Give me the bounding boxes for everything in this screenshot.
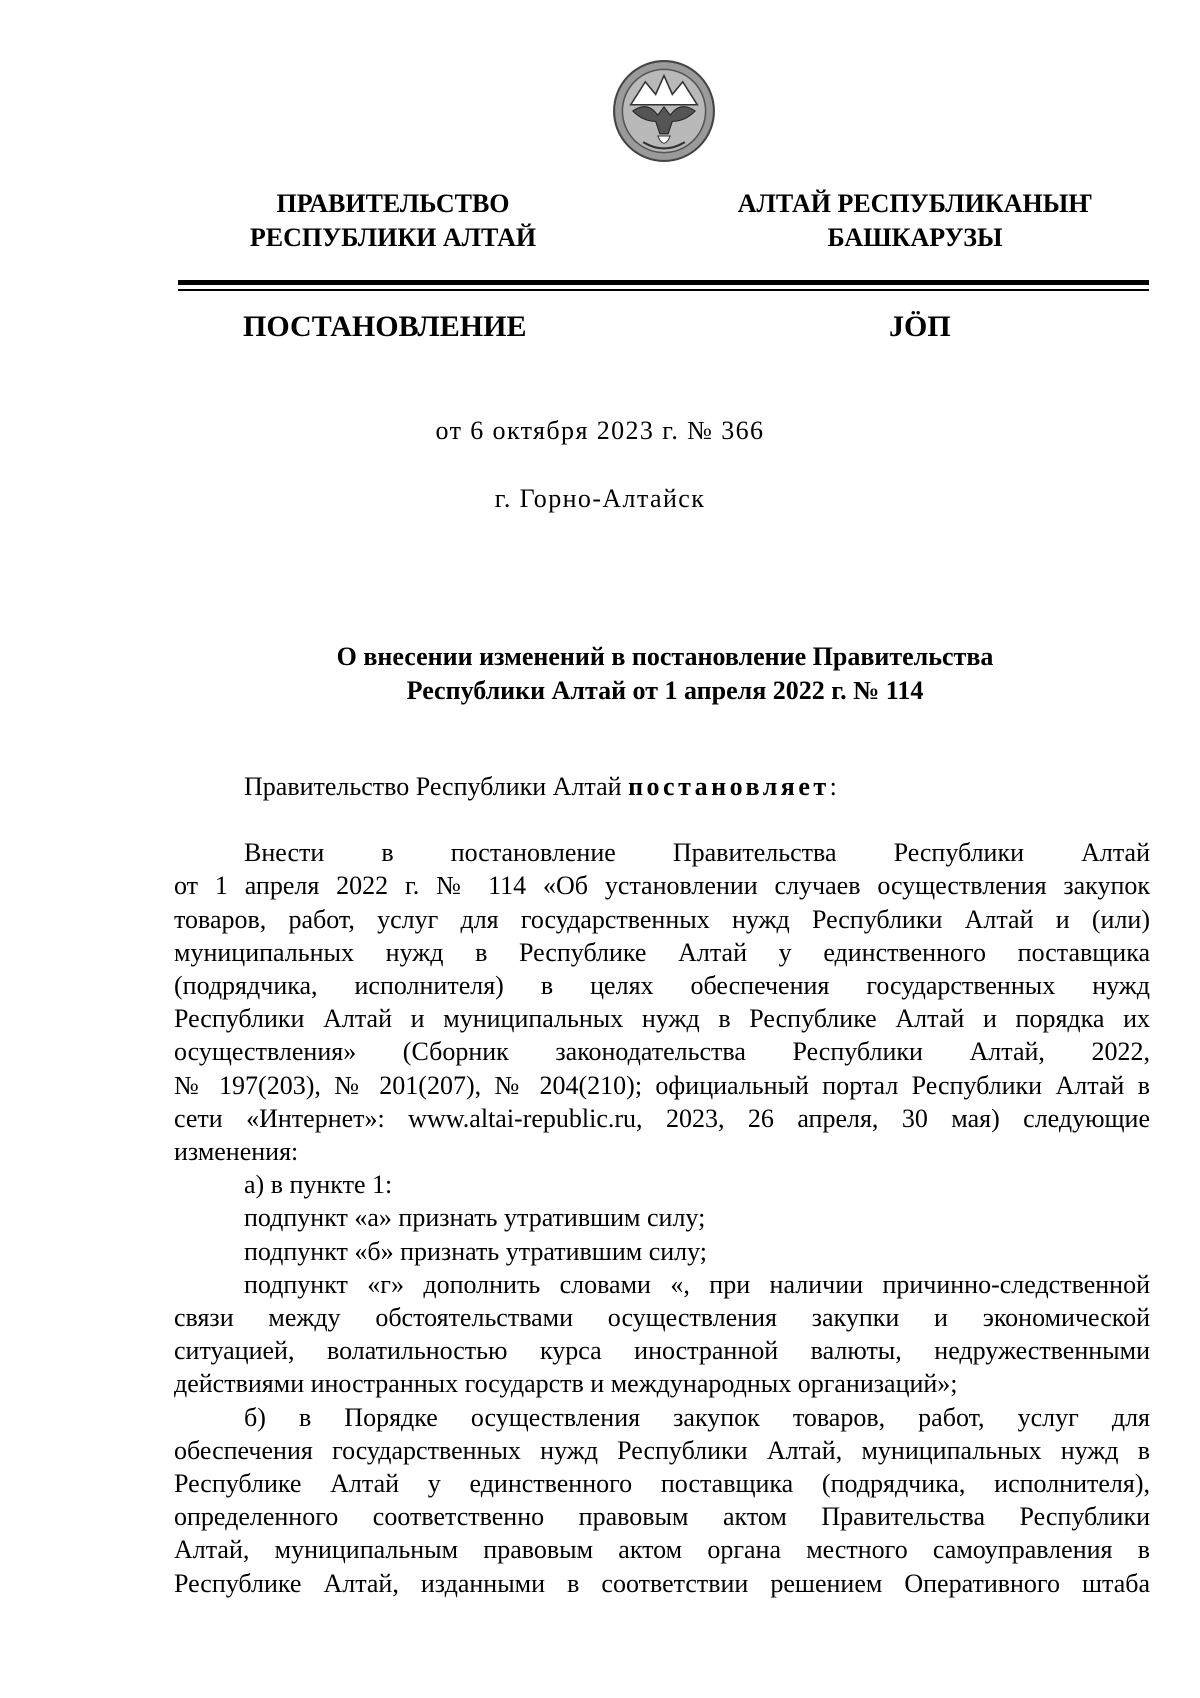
issuer-name-russian [228, 187, 558, 255]
document-date-number: от 6 октября 2023 г. № 366 [435, 416, 765, 445]
intro-decree-word: постановляет [628, 772, 830, 801]
intro-text: Правительство Республики Алтай [244, 772, 629, 801]
text-line: Республике Алтай, изданными в соответствии решением Оперативного штаба [174, 1568, 1150, 1598]
text-line: (подрядчика, исполнителя) в целях обеспечения государственных нужд [174, 971, 1150, 1001]
header-divider-thick [178, 280, 1149, 285]
text-line: связи между обстоятельствами осуществления закупки и экономической [174, 1303, 1150, 1333]
document-body [174, 770, 1150, 1600]
text-line: б) в Порядке осуществления закупок товаров, работ, услуг для [244, 1402, 1150, 1432]
text-line: от 1 апреля 2022 г. № 114 «Об установлении случаев осуществления закупок [174, 871, 1150, 901]
text-line: ситуацией, волатильностью курса иностранной валюты, недружественными [174, 1336, 1150, 1366]
intro-paragraph [174, 770, 1150, 803]
text-line: № 197(203), № 201(207), № 204(210); официальный портал Республики Алтай в [174, 1070, 1150, 1100]
text-line: подпункт «г» дополнить словами «, при наличии причинно-следственной [244, 1269, 1150, 1299]
subitem-b: подпункт «б» признать утратившим силу; [244, 1236, 707, 1266]
issuer-line: ПРАВИТЕЛЬСТВО [276, 189, 510, 218]
paragraph-main [174, 836, 1150, 1168]
altai-republic-emblem-icon [612, 59, 716, 163]
issuer-line: БАШКАРУЗЫ [827, 223, 1003, 252]
text-line: осуществления» (Сборник законодательства Республики Алтай, 2022, [174, 1037, 1150, 1067]
paragraph-gap [174, 803, 1150, 836]
title-line: О внесении изменений в постановление Правительства [336, 642, 994, 671]
subitem-a: подпункт «а» признать утратившим силу; [244, 1203, 706, 1233]
text-line: муниципальных нужд в Республике Алтай у единственного поставщика [174, 937, 1150, 967]
document-title [180, 640, 1150, 708]
intro-colon: : [829, 772, 837, 801]
item-b [174, 1401, 1150, 1600]
issuer-name-altai [735, 187, 1095, 255]
act-type-russian: ПОСТАНОВЛЕНИЕ [243, 310, 527, 343]
text-line: Республике Алтай у единственного поставщика (подрядчика, исполнителя), [174, 1469, 1150, 1499]
text-line: товаров, работ, услуг для государственных нужд Республики Алтай и (или) [174, 904, 1150, 934]
subitem-g [174, 1268, 1150, 1401]
text-line: сети «Интернет»: www.altai-republic.ru, 2023, 26 апреля, 30 мая) следующие [174, 1103, 1150, 1133]
act-type-altai: JӦП [889, 310, 951, 343]
text-line: Республики Алтай и муниципальных нужд в Республике Алтай и порядка их [174, 1004, 1150, 1034]
issuer-line: РЕСПУБЛИКИ АЛТАЙ [249, 223, 537, 252]
issuer-line: АЛТАЙ РЕСПУБЛИКАНЫҤ [737, 189, 1093, 218]
text-line: Алтай, муниципальным правовым актом органа местного самоуправления в [174, 1535, 1150, 1565]
document-city: г. Горно-Алтайск [494, 484, 706, 513]
text-line: определенного соответственно правовым актом Правительства Республики [174, 1502, 1150, 1532]
item-a: а) в пункте 1: [244, 1170, 393, 1200]
text-line: Внести в постановление Правительства Республики Алтай [244, 838, 1150, 868]
header-divider-thin [178, 289, 1149, 291]
text-line: изменения: [174, 1137, 299, 1167]
text-line: действиями иностранных государств и международных организаций»; [174, 1369, 958, 1399]
title-line: Республики Алтай от 1 апреля 2022 г. № 114 [406, 676, 924, 705]
text-line: обеспечения государственных нужд Республики Алтай, муниципальных нужд в [174, 1435, 1150, 1465]
